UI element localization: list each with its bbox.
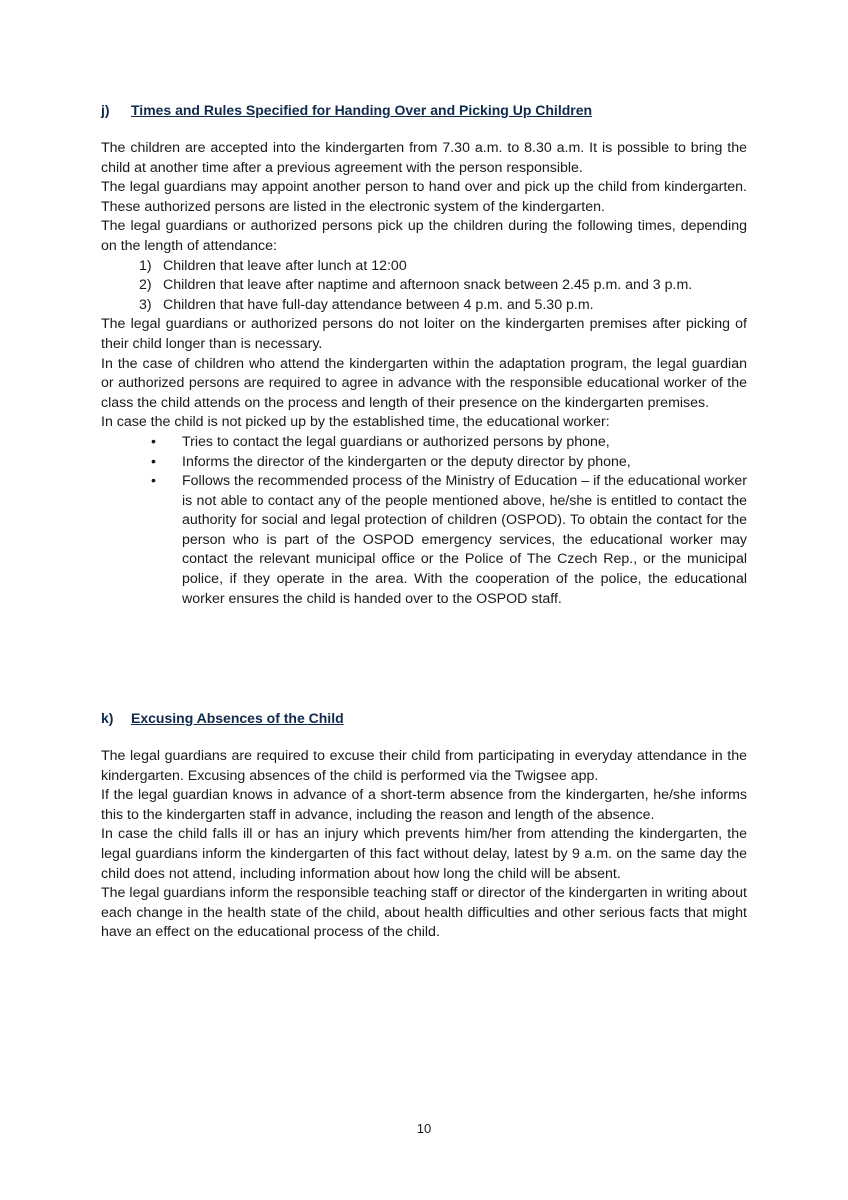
section-j-paragraph: The children are accepted into the kindergarten from 7.30 a.m. to 8.30 a.m. It is possible to bring the child at another time after a previous agreement with the person responsible.	[101, 140, 747, 176]
list-item	[101, 472, 747, 609]
list-item	[101, 453, 747, 473]
procedure-bullet-list	[101, 433, 747, 609]
list-item	[101, 433, 747, 453]
list-item-text: Informs the director of the kindergarten or the deputy director by phone,	[182, 453, 631, 470]
section-k-paragraph: The legal guardians are required to excuse their child from participating in everyday attendance in the kindergarten. Excusing absences of the child is performed via the Twigsee app.	[101, 748, 747, 784]
list-item	[101, 257, 747, 277]
page-number: 10	[416, 1121, 432, 1136]
section-j-paragraph: The legal guardians or authorized persons pick up the children during the following times, depending on the length of attendance:	[101, 218, 747, 254]
section-k	[101, 708, 747, 943]
list-item-text: Children that have full-day attendance between 4 p.m. and 5.30 p.m.	[163, 296, 594, 313]
list-item-text: Children that leave after lunch at 12:00	[163, 257, 407, 274]
list-item-number: 3)	[139, 296, 152, 313]
bullet-icon: •	[151, 473, 156, 490]
list-item	[101, 296, 747, 316]
section-j-heading	[101, 100, 747, 120]
section-j-paragraph: The legal guardians may appoint another person to hand over and pick up the child from kindergarten. These authorized persons are listed in the electronic system of the kindergarten.	[101, 179, 747, 215]
section-j-title: Times and Rules Specified for Handing Over and Picking Up Children	[131, 102, 593, 118]
list-item-number: 2)	[139, 277, 152, 294]
bullet-icon: •	[151, 453, 156, 470]
pickup-times-list	[101, 257, 747, 316]
list-item-text: Tries to contact the legal guardians or authorized persons by phone,	[182, 433, 610, 450]
section-k-paragraph: If the legal guardian knows in advance of a short-term absence from the kindergarten, he/she informs this to the kindergarten staff in advance, including the reason and length of the absence.	[101, 787, 747, 823]
section-k-heading	[101, 708, 747, 728]
list-item-text: Children that leave after naptime and afternoon snack between 2.45 p.m. and 3 p.m.	[163, 277, 693, 294]
section-j	[101, 100, 747, 609]
section-j-paragraph: In case the child is not picked up by the established time, the educational worker:	[101, 414, 610, 431]
list-item-number: 1)	[139, 257, 152, 274]
section-j-paragraph: The legal guardians or authorized persons do not loiter on the kindergarten premises after picking of their child longer than is necessary.	[101, 316, 747, 352]
section-j-letter: j)	[101, 102, 110, 118]
section-k-title: Excusing Absences of the Child	[131, 710, 344, 726]
section-k-paragraph: In case the child falls ill or has an injury which prevents him/her from attending the kindergarten, the legal guardians inform the kindergarten of this fact without delay, latest by 9 a.m. on the same day the child does not attend, including information about how long the child will be absent.	[101, 826, 747, 882]
section-j-paragraph: In the case of children who attend the kindergarten within the adaptation program, the legal guardian or authorized persons are required to agree in advance with the responsible educational worker of the class the child attends on the process and length of their presence on the kindergarten premises.	[101, 355, 747, 411]
section-k-letter: k)	[101, 710, 114, 726]
section-k-paragraph: The legal guardians inform the responsible teaching staff or director of the kindergarten in writing about each change in the health state of the child, about health difficulties and other serious facts that might have an effect on the educational process of the child.	[101, 885, 747, 941]
bullet-icon: •	[151, 433, 156, 450]
list-item	[101, 276, 747, 296]
list-item-text: Follows the recommended process of the Ministry of Education – if the educational worker is not able to contact any of the people mentioned above, he/she is entitled to contact the authority for social and legal protection of children (OSPOD). To obtain the contact for the person who is part of the OSPOD emergency services, the educational worker may contact the relevant municipal office or the Police of The Czech Rep., or the municipal police, if they operate in the area. With the cooperation of the police, the educational worker ensures the child is handed over to the OSPOD staff.	[182, 473, 747, 607]
